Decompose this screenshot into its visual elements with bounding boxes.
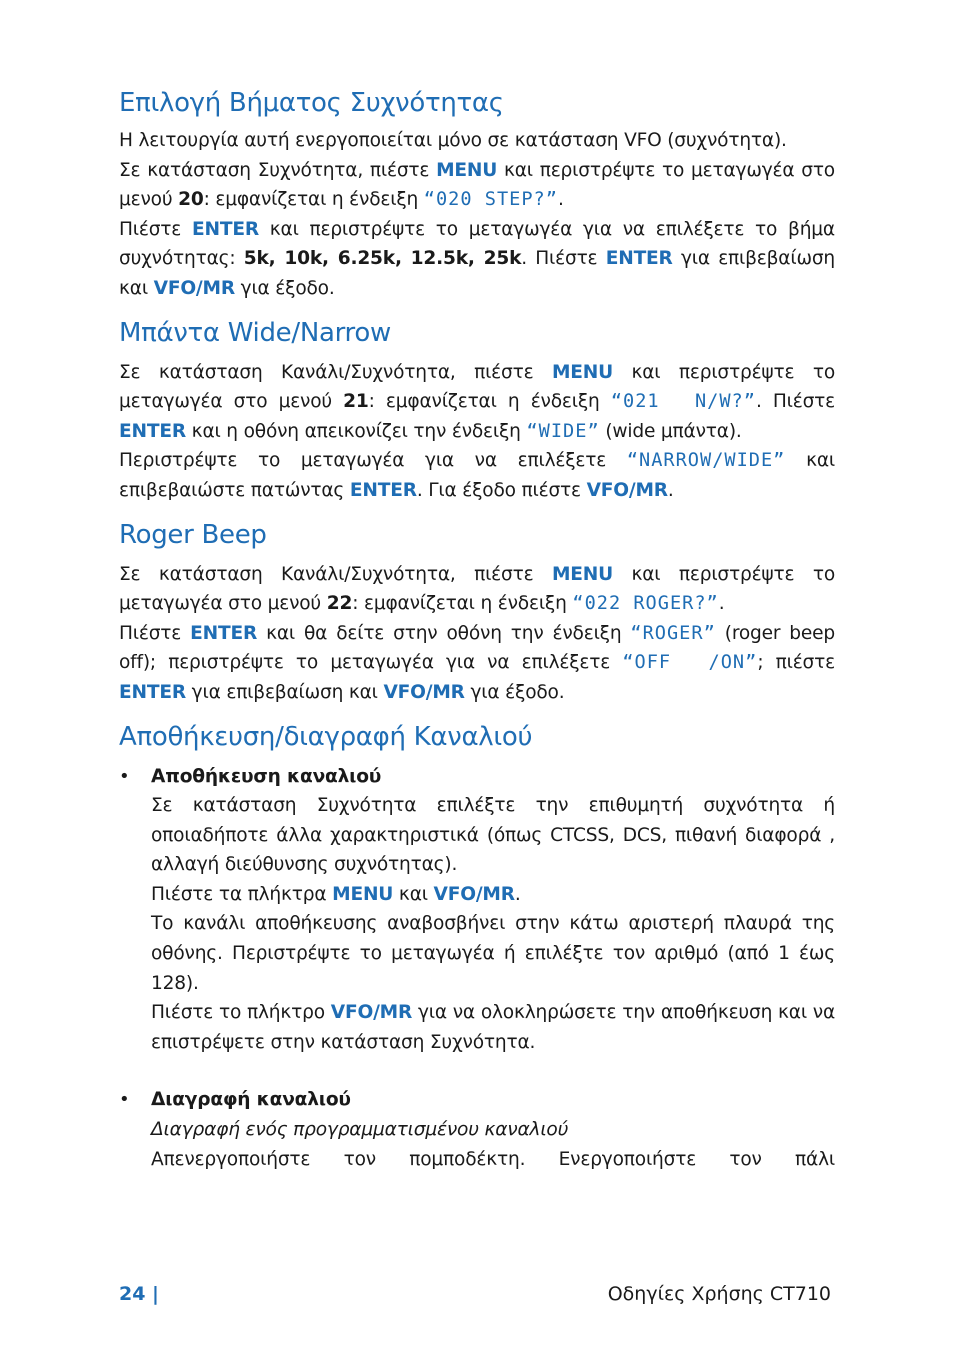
menu-number: 22 (326, 593, 353, 615)
paragraph (119, 156, 835, 215)
item-subtitle (151, 1115, 835, 1145)
key-menu: MENU (436, 159, 498, 181)
paragraph (151, 791, 835, 880)
text: Διαγραφή καναλιού (151, 1089, 351, 1111)
text: Σε κατάσταση Κανάλι/Συχνότητα, πιέστε (119, 563, 552, 585)
paragraph (119, 358, 835, 447)
text: . Για έξοδο πιέστε (416, 479, 587, 501)
text: ; πιέστε (757, 652, 835, 674)
text: Πιέστε (119, 218, 192, 240)
text: . (718, 593, 725, 615)
text: και περιστρέψτε το μεταγωγέα στο μενού (119, 159, 835, 211)
item-heading (151, 762, 835, 792)
key-vfo-mr: VFO/MR (330, 1002, 413, 1024)
text: για έξοδο. (464, 681, 565, 703)
key-menu: MENU (332, 883, 394, 905)
text: Το κανάλι αποθήκευσης αναβοσβήνει στην κάτω αριστερή πλαυρά της οθόνης. Περιστρέψτε το μεταγωγέα ή επιλέξτε τον αριθμό (από 1 έως 128). (151, 913, 835, 994)
section-wide-narrow (119, 318, 835, 506)
lcd-display-text: “OFF /ON” (622, 652, 758, 674)
paragraph (119, 446, 835, 505)
lcd-display-text: “NARROW/WIDE” (626, 450, 786, 472)
section-frequency-step (119, 88, 835, 304)
section-roger-beep (119, 520, 835, 708)
page-number: 24 | (119, 1283, 159, 1305)
text: και η οθόνη απεικονίζει την ένδειξη (185, 420, 527, 442)
menu-number: 20 (178, 189, 204, 211)
bullet-list (119, 762, 835, 1175)
text: για να ολοκληρώσετε την αποθήκευση και να επιστρέψετε στην κατάσταση Συχνότητα. (151, 1002, 835, 1053)
text: . (514, 883, 521, 905)
item-heading (151, 1085, 835, 1115)
text: Η λειτουργία αυτή ενεργοποιείται μόνο σε κατάσταση VFO (συχνότητα). (119, 130, 787, 151)
text: Πιέστε το πλήκτρο (151, 1002, 331, 1024)
key-menu: MENU (551, 361, 614, 383)
section-title: Επιλογή Βήματος Συχνότητας (119, 88, 504, 118)
key-vfo-mr: VFO/MR (586, 479, 668, 501)
lcd-display-text: “WIDE” (526, 420, 600, 442)
lcd-display-text: “022 ROGER?” (572, 593, 719, 615)
text: Σε κατάσταση Συχνότητα, πιέστε (119, 159, 437, 181)
text: και περιστρέψτε το μεταγωγέα για να επιλέξετε το βήμα συχνότητας: (119, 218, 835, 270)
text: (roger beep off); περιστρέψτε το μεταγωγέα για να επιλέξετε (119, 622, 835, 674)
key-menu: MENU (551, 563, 614, 585)
text: Πιέστε τα πλήκτρα (151, 883, 333, 905)
section-channel-store-delete (119, 722, 835, 1175)
text: . Πιέστε (521, 248, 606, 270)
text: (wide μπάντα). (599, 420, 742, 442)
lcd-display-text: “021 N/W?” (610, 391, 756, 413)
paragraph (119, 126, 835, 156)
text: για έξοδο. (234, 277, 335, 299)
text: Απενεργοποιήστε τον πομποδέκτη. Ενεργοποιήστε τον πάλι (151, 1148, 835, 1170)
text: και επιβεβαιώστε πατώντας (119, 450, 835, 501)
key-enter: ENTER (190, 622, 258, 644)
text: . (667, 479, 674, 501)
text: Σε κατάσταση Συχνότητα επιλέξτε την επιθυμητή συχνότητα ή οποιαδήποτε άλλα χαρακτηριστικά (όπως CTCSS, DCS, πιθανή διαφορά , αλλαγή διεύθυνσης συχνότητας). (151, 795, 835, 876)
text: : εμφανίζεται η ένδειξη (368, 391, 611, 413)
paragraph (151, 998, 835, 1057)
text: για επιβεβαίωση και (119, 248, 835, 299)
text: για επιβεβαίωση και (185, 681, 384, 703)
step-values: 5k, 10k, 6.25k, 12.5k, 25k (243, 248, 522, 270)
text: Πιέστε (119, 622, 191, 644)
key-enter: ENTER (349, 479, 417, 501)
key-enter: ENTER (605, 248, 673, 270)
page-content (119, 88, 835, 1174)
spacer (119, 1057, 835, 1085)
list-item (119, 762, 835, 1058)
key-enter: ENTER (119, 681, 186, 703)
text: και περιστρέψτε το μεταγωγέα στο μενού (119, 563, 835, 615)
text: : εμφανίζεται η ένδειξη (352, 593, 573, 615)
key-vfo-mr: VFO/MR (153, 277, 235, 299)
lcd-display-text: “ROGER” (630, 622, 716, 644)
text: . Πιέστε (755, 391, 836, 413)
section-title: Αποθήκευση/διαγραφή Καναλιού (119, 721, 533, 752)
text: Σε κατάσταση Κανάλι/Συχνότητα, πιέστε (119, 361, 552, 383)
paragraph (119, 215, 835, 304)
text: και περιστρέψτε το μεταγωγέα στο μενού (119, 361, 835, 413)
section-title: Roger Beep (119, 519, 267, 550)
key-enter: ENTER (119, 420, 186, 442)
text: και θα δείτε στην οθόνη την ένδειξη (257, 622, 631, 644)
text: Περιστρέψτε το μεταγωγέα για να επιλέξετε (119, 450, 627, 472)
paragraph (151, 1145, 835, 1175)
key-vfo-mr: VFO/MR (433, 883, 515, 905)
lcd-display-text: “020 STEP?” (423, 189, 558, 211)
text: : εμφανίζεται η ένδειξη (203, 189, 424, 211)
list-item (119, 1085, 835, 1174)
section-title: Μπάντα Wide/Narrow (119, 317, 391, 348)
text: και (393, 883, 434, 905)
paragraph (151, 880, 835, 910)
key-enter: ENTER (191, 218, 259, 240)
text: . (557, 189, 564, 211)
text: Διαγραφή ενός προγραμματισμένου καναλιού (151, 1119, 569, 1141)
page-footer (119, 1283, 831, 1305)
manual-title: Οδηγίες Χρήσης CT710 (607, 1283, 831, 1305)
paragraph (151, 909, 835, 998)
paragraph (119, 560, 835, 619)
paragraph (119, 619, 835, 708)
menu-number: 21 (343, 391, 369, 413)
text: Αποθήκευση καναλιού (151, 765, 382, 787)
key-vfo-mr: VFO/MR (383, 681, 465, 703)
